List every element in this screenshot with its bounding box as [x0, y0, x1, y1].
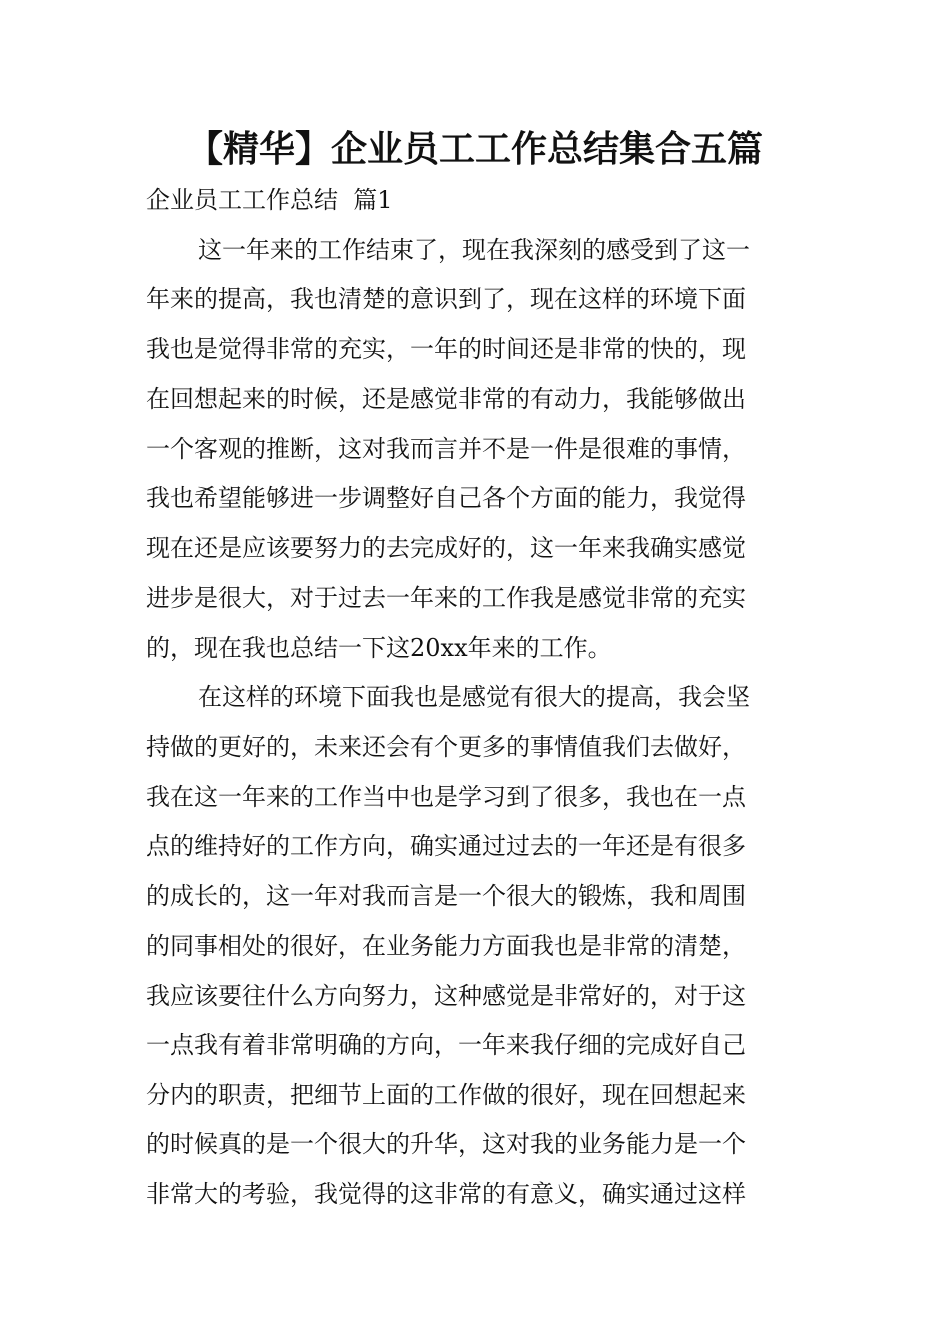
paragraph-2-line: 在这样的环境下面我也是感觉有很大的提高，我会坚: [198, 683, 750, 711]
section-heading: 企业员工工作总结 篇1: [146, 186, 393, 214]
paragraph-1-line: 现在还是应该要努力的去完成好的，这一年来我确实感觉: [146, 534, 746, 562]
paragraph-2-line: 分内的职责，把细节上面的工作做的很好，现在回想起来: [146, 1081, 746, 1109]
paragraph-1-line: 我也是觉得非常的充实，一年的时间还是非常的快的，现: [146, 335, 746, 363]
paragraph-2-line: 点的维持好的工作方向，确实通过过去的一年还是有很多: [146, 832, 746, 860]
document-title: 【精华】企业员工工作总结集合五篇: [186, 129, 763, 170]
paragraph-2-line: 我应该要往什么方向努力，这种感觉是非常好的，对于这: [146, 982, 746, 1010]
paragraph-1-line: 进步是很大，对于过去一年来的工作我是感觉非常的充实: [146, 584, 746, 612]
paragraph-1-line: 我也希望能够进一步调整好自己各个方面的能力，我觉得: [146, 484, 746, 512]
paragraph-1-line: 这一年来的工作结束了，现在我深刻的感受到了这一: [198, 236, 750, 264]
paragraph-2-line: 的成长的，这一年对我而言是一个很大的锻炼，我和周围: [146, 882, 746, 910]
paragraph-2-line: 非常大的考验，我觉得的这非常的有意义，确实通过这样: [146, 1180, 746, 1208]
paragraph-2-line: 持做的更好的，未来还会有个更多的事情值我们去做好，: [146, 733, 746, 761]
paragraph-2-line: 的时候真的是一个很大的升华，这对我的业务能力是一个: [146, 1130, 746, 1158]
paragraph-2-line: 一点我有着非常明确的方向，一年来我仔细的完成好自己: [146, 1031, 746, 1059]
paragraph-1-line: 一个客观的推断，这对我而言并不是一件是很难的事情，: [146, 435, 746, 463]
paragraph-1-line: 在回想起来的时候，还是感觉非常的有动力，我能够做出: [146, 385, 746, 413]
paragraph-1-line: 年来的提高，我也清楚的意识到了，现在这样的环境下面: [146, 285, 746, 313]
paragraph-2-line: 的同事相处的很好，在业务能力方面我也是非常的清楚，: [146, 932, 746, 960]
paragraph-2-line: 我在这一年来的工作当中也是学习到了很多，我也在一点: [146, 783, 746, 811]
paragraph-1-line: 的，现在我也总结一下这20xx年来的工作。: [146, 634, 612, 662]
